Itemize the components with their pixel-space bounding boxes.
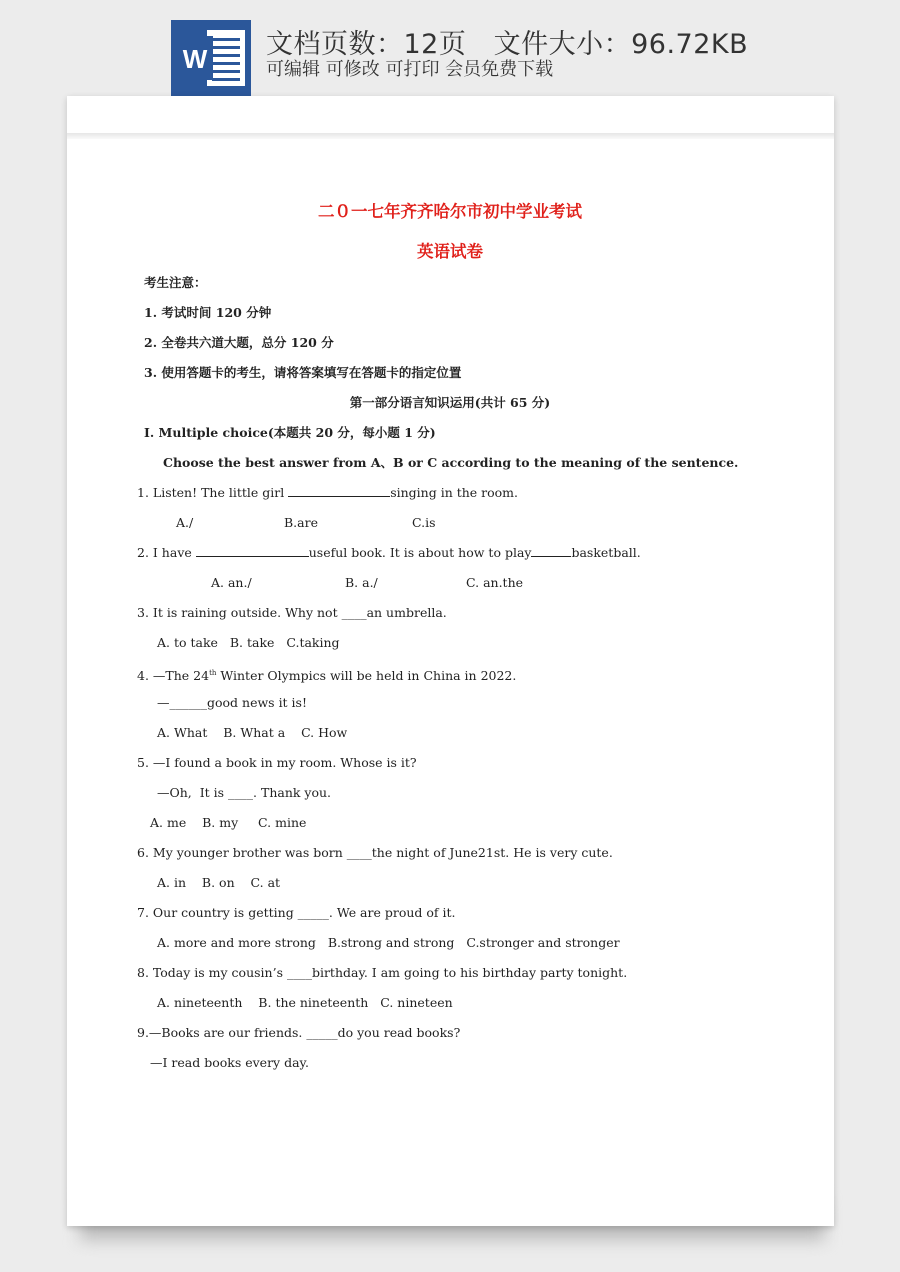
exam-subtitle: 英语试卷 — [417, 242, 483, 261]
answer-blank — [196, 545, 309, 557]
question-2-text-c: basketball. — [571, 545, 641, 560]
question-7: 7. Our country is getting _____. We are proud of it. — [137, 905, 456, 920]
file-info-title: 文档页数：12页 文件大小：96.72KB — [266, 29, 749, 60]
answer-blank — [288, 485, 390, 497]
question-2-text-b: useful book. It is about how to play — [308, 545, 532, 560]
question-1-text-b: singing in the room. — [390, 485, 519, 500]
question-8-options: A. nineteenth B. the nineteenth C. nineteen — [157, 995, 453, 1010]
exam-title: 二０一七年齐齐哈尔市初中学业考试 — [318, 202, 582, 221]
question-2 — [137, 545, 641, 561]
question-1-text-a: 1. Listen! The little girl — [137, 485, 289, 500]
question-4-text-a: 4. —The 24 — [137, 668, 210, 683]
question-7-options: A. more and more strong B.strong and strong C.stronger and stronger — [157, 935, 620, 950]
question-2-option-a: A. an./ — [211, 575, 252, 590]
page-header-separator — [67, 133, 834, 139]
section-instruction: Choose the best answer from A、B or C according to the meaning of the sentence. — [163, 455, 739, 470]
question-1-option-a: A./ — [176, 515, 194, 530]
question-5: 5. —I found a book in my room. Whose is it? — [137, 755, 417, 770]
question-9: 9.—Books are our friends. _____do you read books? — [137, 1025, 461, 1040]
question-4 — [137, 665, 516, 684]
question-3: 3. It is raining outside. Why not ____an umbrella. — [137, 605, 447, 620]
notice-item-1: 1. 考试时间 120 分钟 — [144, 305, 272, 320]
question-4-options: A. What B. What a C. How — [157, 725, 348, 740]
question-5-options: A. me B. my C. mine — [150, 815, 307, 830]
section-heading: I. Multiple choice(本题共 20 分，每小题 1 分) — [144, 425, 436, 440]
question-6-options: A. in B. on C. at — [157, 875, 281, 890]
svg-text:W: W — [182, 44, 208, 74]
question-8: 8. Today is my cousin’s ____birthday. I am going to his birthday party tonight. — [137, 965, 628, 980]
question-2-option-b: B. a./ — [345, 575, 378, 590]
question-2-option-c: C. an.the — [466, 575, 524, 590]
question-1 — [137, 485, 518, 501]
question-1-option-b: B.are — [284, 515, 318, 530]
superscript-th: th — [209, 669, 217, 677]
question-4-line-2: —______good news it is! — [157, 695, 307, 710]
file-info-subtitle: 可编辑 可修改 可打印 会员免费下载 — [266, 59, 554, 80]
question-6: 6. My younger brother was born ____the night of June21st. He is very cute. — [137, 845, 613, 860]
notice-item-2: 2. 全卷共六道大题，总分 120 分 — [144, 335, 334, 350]
question-3-options: A. to take B. take C.taking — [157, 635, 340, 650]
part-title: 第一部分语言知识运用(共计 65 分) — [349, 395, 551, 410]
question-4-text-b: Winter Olympics will be held in China in 2022. — [216, 668, 517, 683]
answer-blank — [531, 545, 571, 557]
question-9-line-2: —I read books every day. — [150, 1055, 309, 1070]
word-document-icon — [171, 20, 251, 96]
notice-heading: 考生注意： — [144, 275, 207, 290]
question-5-line-2: —Oh, It is ____. Thank you. — [157, 785, 332, 800]
notice-item-3: 3. 使用答题卡的考生，请将答案填写在答题卡的指定位置 — [144, 365, 462, 380]
question-1-option-c: C.is — [412, 515, 436, 530]
question-2-text-a: 2. I have — [137, 545, 196, 560]
